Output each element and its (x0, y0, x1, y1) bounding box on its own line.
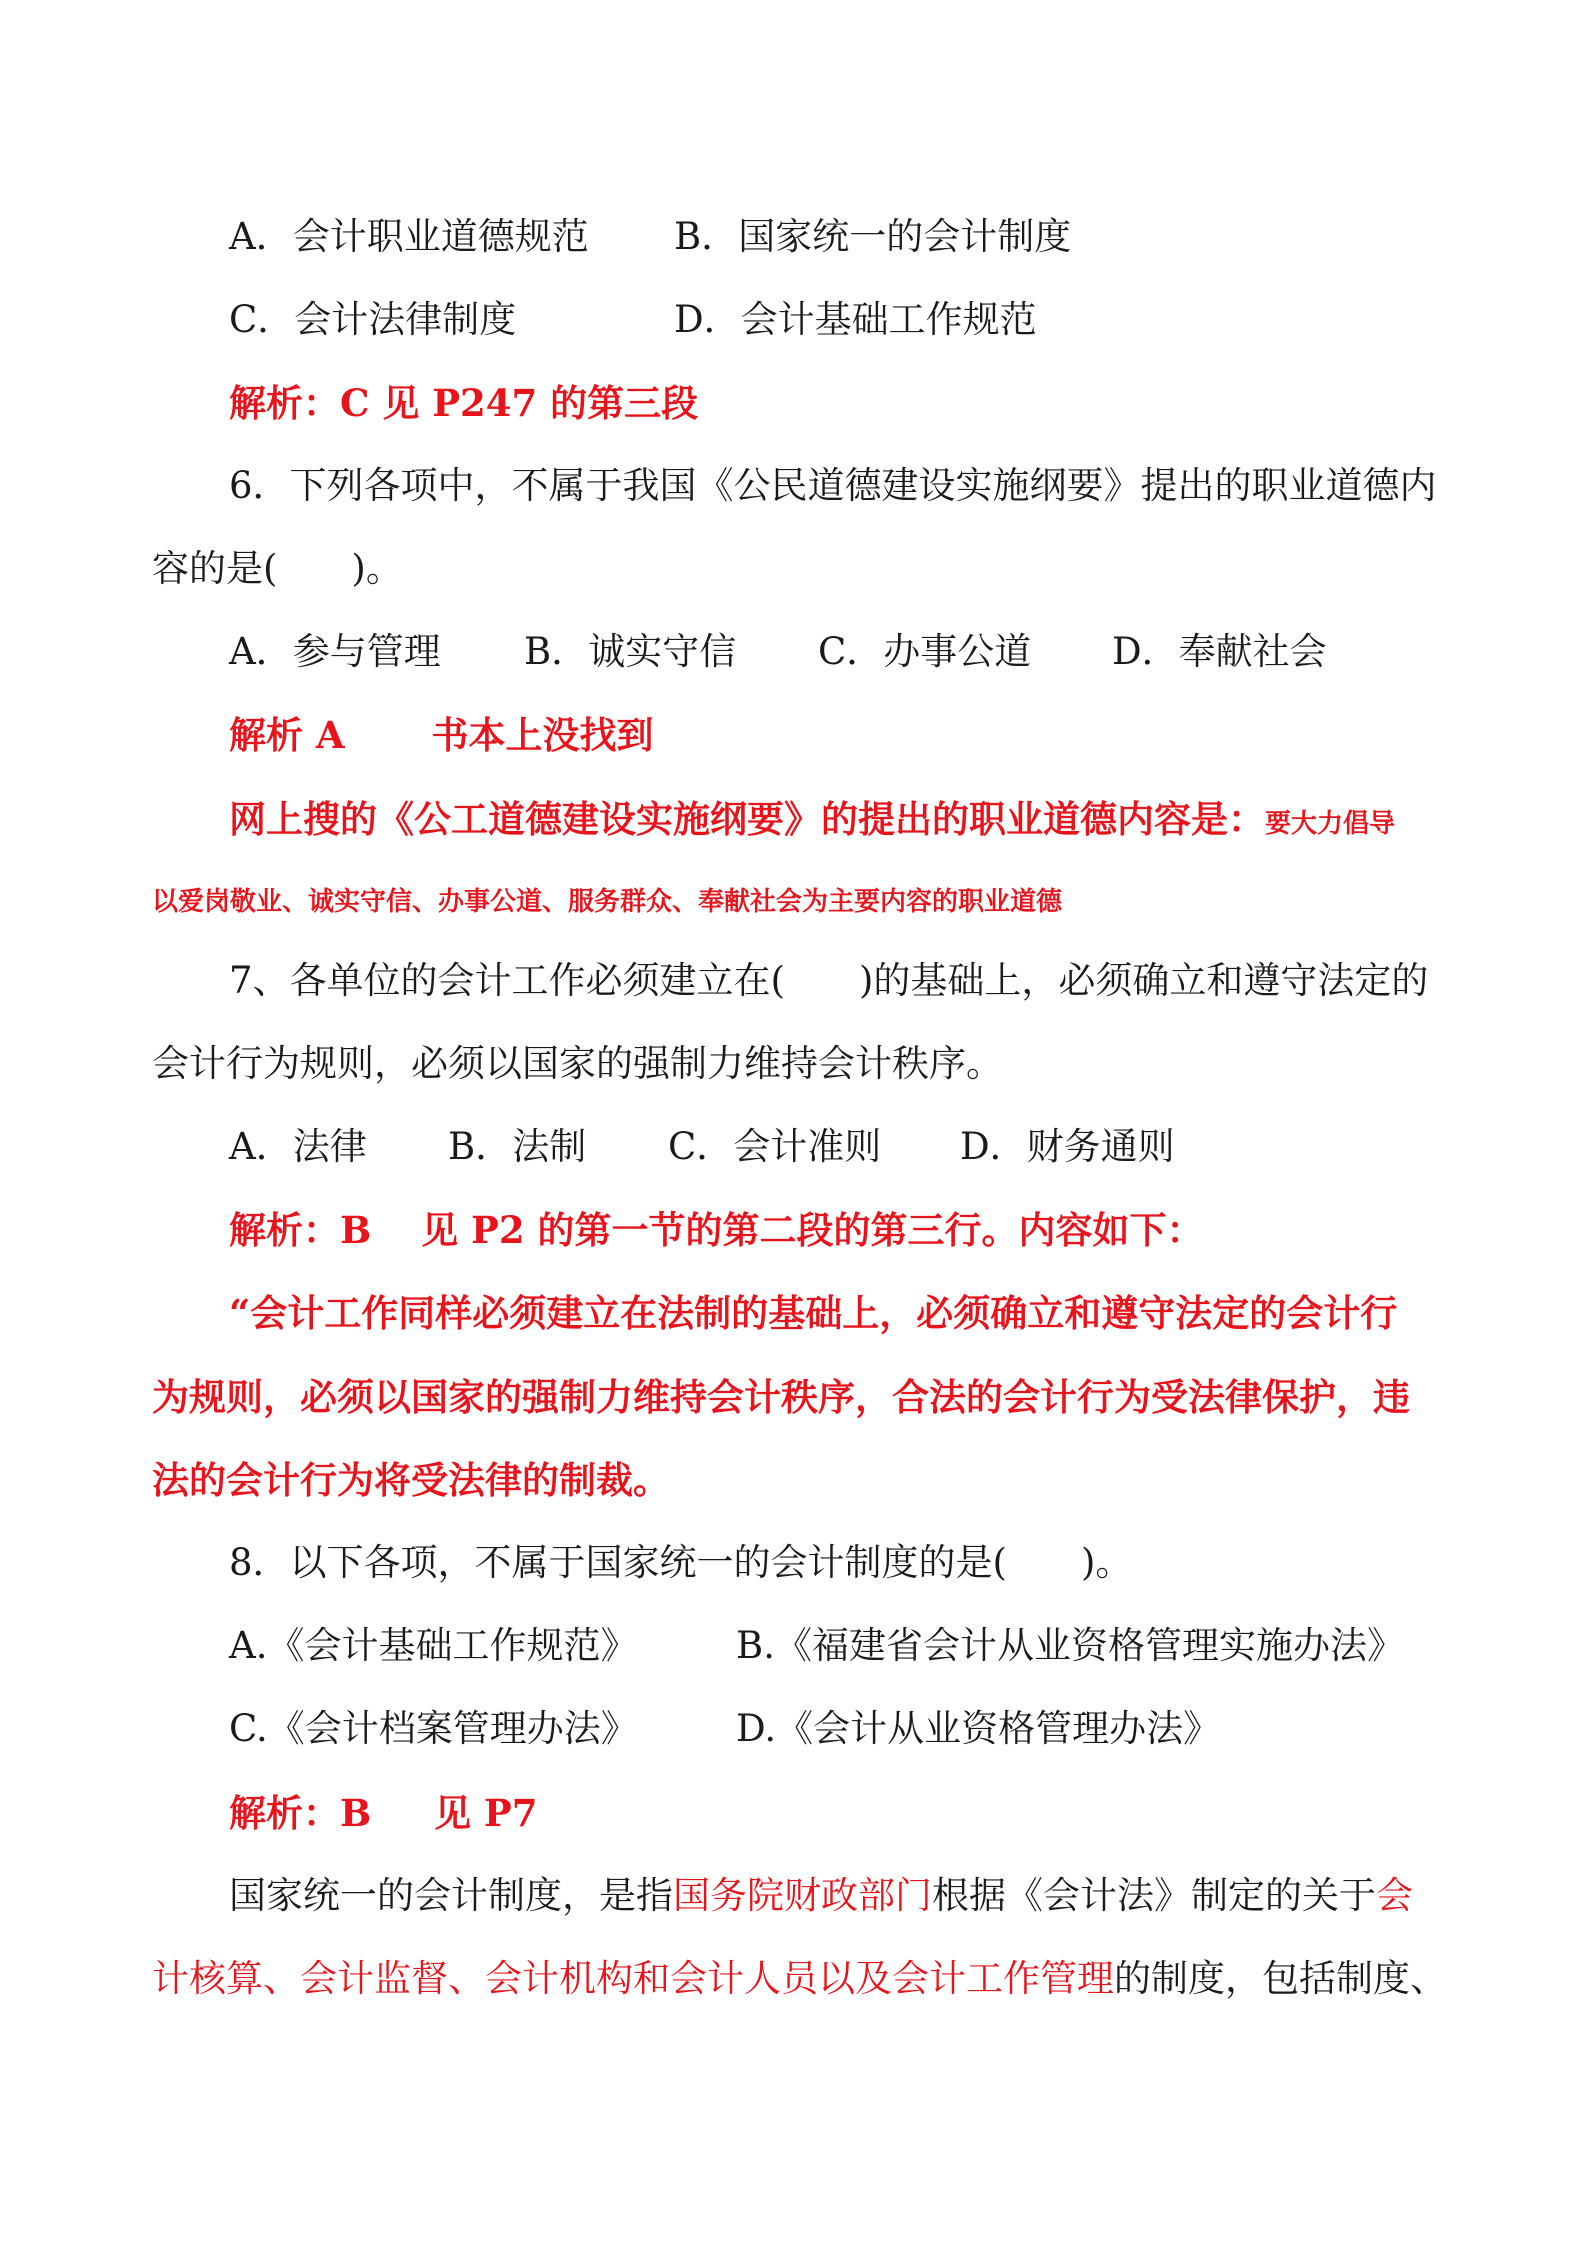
q6-question-text-1: 6．下列各项中，不属于我国《公民道德建设实施纲要》提出的职业道德内 (229, 464, 1437, 507)
q6-note-text-1 (229, 795, 1395, 848)
q5-option-c: C．会计法律制度 (229, 298, 517, 341)
q8-def-part-c: 根据《会计法》制定的关于 (932, 1874, 1376, 1917)
q7-option-c: C．会计准则 (668, 1125, 882, 1168)
q6-note-small: 要大力倡导 (1265, 809, 1396, 839)
q8-def-part-line2: 的制度，包括制度、 (1114, 1957, 1447, 2000)
q7-option-d: D．财务通则 (960, 1125, 1175, 1168)
q6-option-a: A．参与管理 (229, 630, 441, 673)
q8-definition-text-1 (229, 1872, 1413, 1920)
q6-analysis-text: 解析 A 书本上没找到 (229, 713, 654, 757)
q8-definition-text-2 (152, 1955, 1447, 2003)
q5-option-a: A．会计职业道德规范 (229, 215, 589, 258)
q8-def-highlight-d: 会 (1376, 1874, 1413, 1917)
q6-note-main: 网上搜的《公工道德建设实施纲要》的提出的职业道德内容是： (229, 797, 1265, 841)
q5-option-d: D．会计基础工作规范 (674, 298, 1037, 341)
q7-option-a: A．法律 (229, 1125, 367, 1168)
q7-option-b: B．法制 (448, 1125, 587, 1168)
q6-option-d: D．奉献社会 (1112, 630, 1327, 673)
q5-analysis-text: 解析：C 见 P247 的第三段 (229, 381, 699, 425)
q7-quote-text-2: 为规则，必须以国家的强制力维持会计秩序，合法的会计行为受法律保护，违 (152, 1375, 1410, 1419)
q8-question-text: 8．以下各项，不属于国家统一的会计制度的是( )。 (229, 1541, 1133, 1584)
q6-option-c: C．办事公道 (818, 630, 1032, 673)
q7-analysis-text: 解析：B 见 P2 的第一节的第二段的第三行。内容如下： (229, 1208, 1204, 1252)
q8-option-d: D.《会计从业资格管理办法》 (736, 1707, 1221, 1750)
q8-analysis-text: 解析：B 见 P7 (229, 1791, 538, 1835)
q7-quote-text-1: “会计工作同样必须建立在法制的基础上，必须确立和遵守法定的会计行 (229, 1291, 1398, 1335)
q7-quote-text-3: 法的会计行为将受法律的制裁。 (152, 1458, 670, 1502)
q8-def-part-a: 国家统一的会计制度，是指 (229, 1874, 673, 1917)
q5-option-b: B．国家统一的会计制度 (674, 215, 1072, 258)
q7-question-text-1: 7、各单位的会计工作必须建立在( )的基础上，必须确立和遵守法定的 (229, 959, 1429, 1002)
q6-option-b: B．诚实守信 (524, 630, 737, 673)
q8-option-b: B.《福建省会计从业资格管理实施办法》 (736, 1624, 1404, 1667)
q6-note-text-2: 以爱岗敬业、诚实守信、办事公道、服务群众、奉献社会为主要内容的职业道德 (152, 887, 1063, 917)
q7-question-text-2: 会计行为规则，必须以国家的强制力维持会计秩序。 (152, 1042, 1003, 1085)
q6-question-text-2: 容的是( )。 (152, 547, 403, 590)
q8-option-c: C.《会计档案管理办法》 (229, 1707, 638, 1750)
q8-def-highlight-line2: 计核算、会计监督、会计机构和会计人员以及会计工作管理 (152, 1957, 1114, 2000)
q8-option-a: A.《会计基础工作规范》 (229, 1624, 638, 1667)
q8-def-highlight-b: 国务院财政部门 (673, 1874, 932, 1917)
